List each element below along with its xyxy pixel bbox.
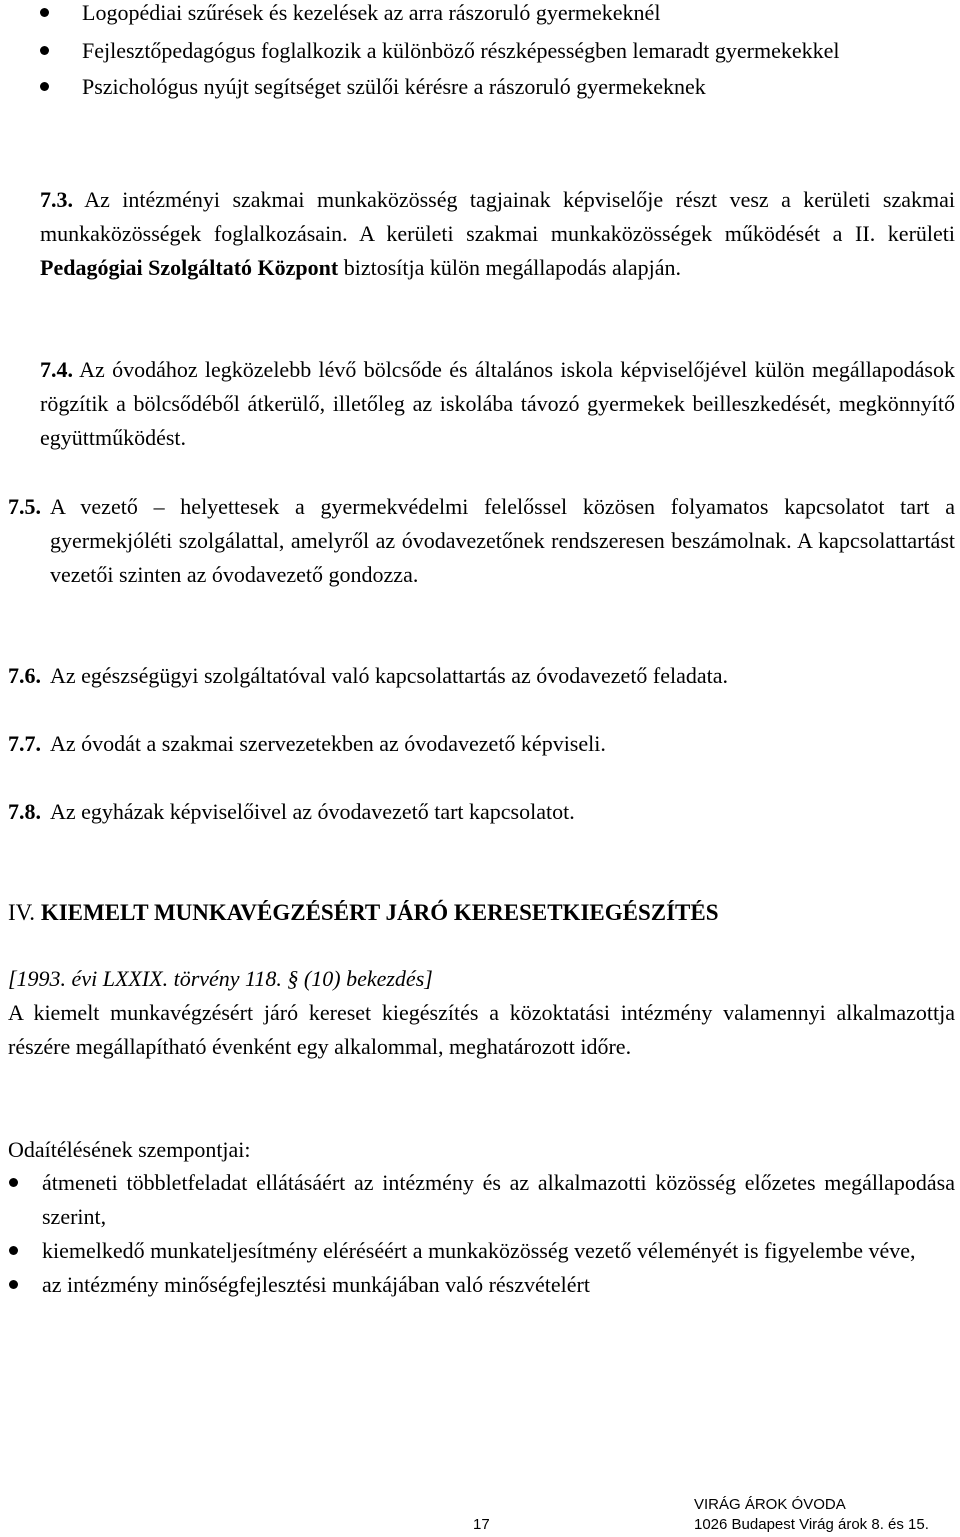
section-number: 7.6. [8,663,41,688]
section-7-3 [40,183,955,285]
bullet-icon [40,82,49,91]
bullet-icon [9,1246,18,1255]
list-item-text: Pszichológus nyújt segítséget szülői kérésre a rászoruló gyermekeknek [82,74,706,99]
chapter-title: KIEMELT MUNKAVÉGZÉSÉRT JÁRÓ KERESETKIEGÉSZÍTÉS [40,900,719,925]
section-number: 7.3. [40,187,73,212]
footer-institution: VIRÁG ÁROK ÓVODA [694,1496,846,1513]
section-number: 7.8. [8,799,41,824]
section-number: 7.4. [40,357,73,382]
law-reference: [1993. évi LXXIX. törvény 118. § (10) bekezdés] [8,966,433,991]
section-7-8 [8,795,955,829]
list-item-text: Logopédiai szűrések és kezelések az arra rászoruló gyermekeknél [82,0,661,25]
section-7-7 [8,727,955,761]
chapter-heading [8,896,955,930]
list-item [0,1234,955,1268]
section-number: 7.5. [8,494,41,519]
section-7-5 [8,490,955,592]
section-number: 7.7. [8,731,41,756]
list-item [0,1166,955,1234]
footer-address: 1026 Budapest Virág árok 8. és 15. [694,1516,929,1533]
section-text: Az egészségügyi szolgáltatóval való kapcsolattartás az óvodavezető feladata. [50,663,729,688]
page-number: 17 [473,1516,490,1533]
bullet-icon [40,46,49,55]
section-text: Az intézményi szakmai munkaközösség tagjainak képviselője részt vesz a kerületi szakmai munkaközösségek foglalkozásain. A kerületi szakmai munkaközösségek működését a II. kerületi [40,187,955,246]
section-text: A vezető – helyettesek a gyermekvédelmi felelőssel közösen folyamatos kapcsolatot tart a gyermekjóléti szolgálattal, amelyről az óvodavezetőnek rendszeresen beszámolnak. A kapcsolattartást vezetői szinten az óvodavezető gondozza. [50,494,955,587]
list-item [40,0,955,30]
section-7-4 [40,353,955,455]
section-text: Az óvodához legközelebb lévő bölcsőde és általános iskola képviselőjével külön megállapodások rögzítik a bölcsődéből átkerülő, illetőleg az iskolába távozó gyermekek beilleszkedését, megkönnyítő együttműködést. [40,357,955,450]
list-item-text: Fejlesztőpedagógus foglalkozik a különböző részképességben lemaradt gyermekekkel [82,38,840,63]
bullet-icon [40,8,49,17]
bullet-icon [9,1178,18,1187]
list-item [0,1268,955,1302]
section-text: Az egyházak képviselőivel az óvodavezető tart kapcsolatot. [50,799,575,824]
bullet-icon [9,1280,18,1289]
criteria-bullet-list [0,1166,955,1302]
chapter-roman-numeral: IV. [8,900,36,925]
list-item-text: kiemelkedő munkateljesítmény eléréséért a munkaközösség vezető véleményét is figyelembe véve, [42,1238,916,1263]
section-7-6 [8,659,955,693]
list-item-text: az intézmény minőségfejlesztési munkájában való részvételért [42,1272,590,1297]
chapter-paragraph: A kiemelt munkavégzésért járó kereset kiegészítés a közoktatási intézmény valamennyi alkalmazottja részére megállapítható évenként egy alkalommal, meghatározott időre. [8,1000,955,1059]
section-bold-text: Pedagógiai Szolgáltató Központ [40,255,339,280]
list-item-text: átmeneti többletfeladat ellátásáért az intézmény és az alkalmazotti közösség előzetes megállapodása szerint, [42,1170,955,1229]
section-text: Az óvodát a szakmai szervezetekben az óvodavezető képviseli. [50,731,606,756]
services-bullet-list [40,0,955,104]
list-item [40,70,955,104]
criteria-label: Odaítélésének szempontjai: [8,1137,251,1162]
section-text: biztosítja külön megállapodás alapján. [338,255,681,280]
list-item [40,34,955,68]
